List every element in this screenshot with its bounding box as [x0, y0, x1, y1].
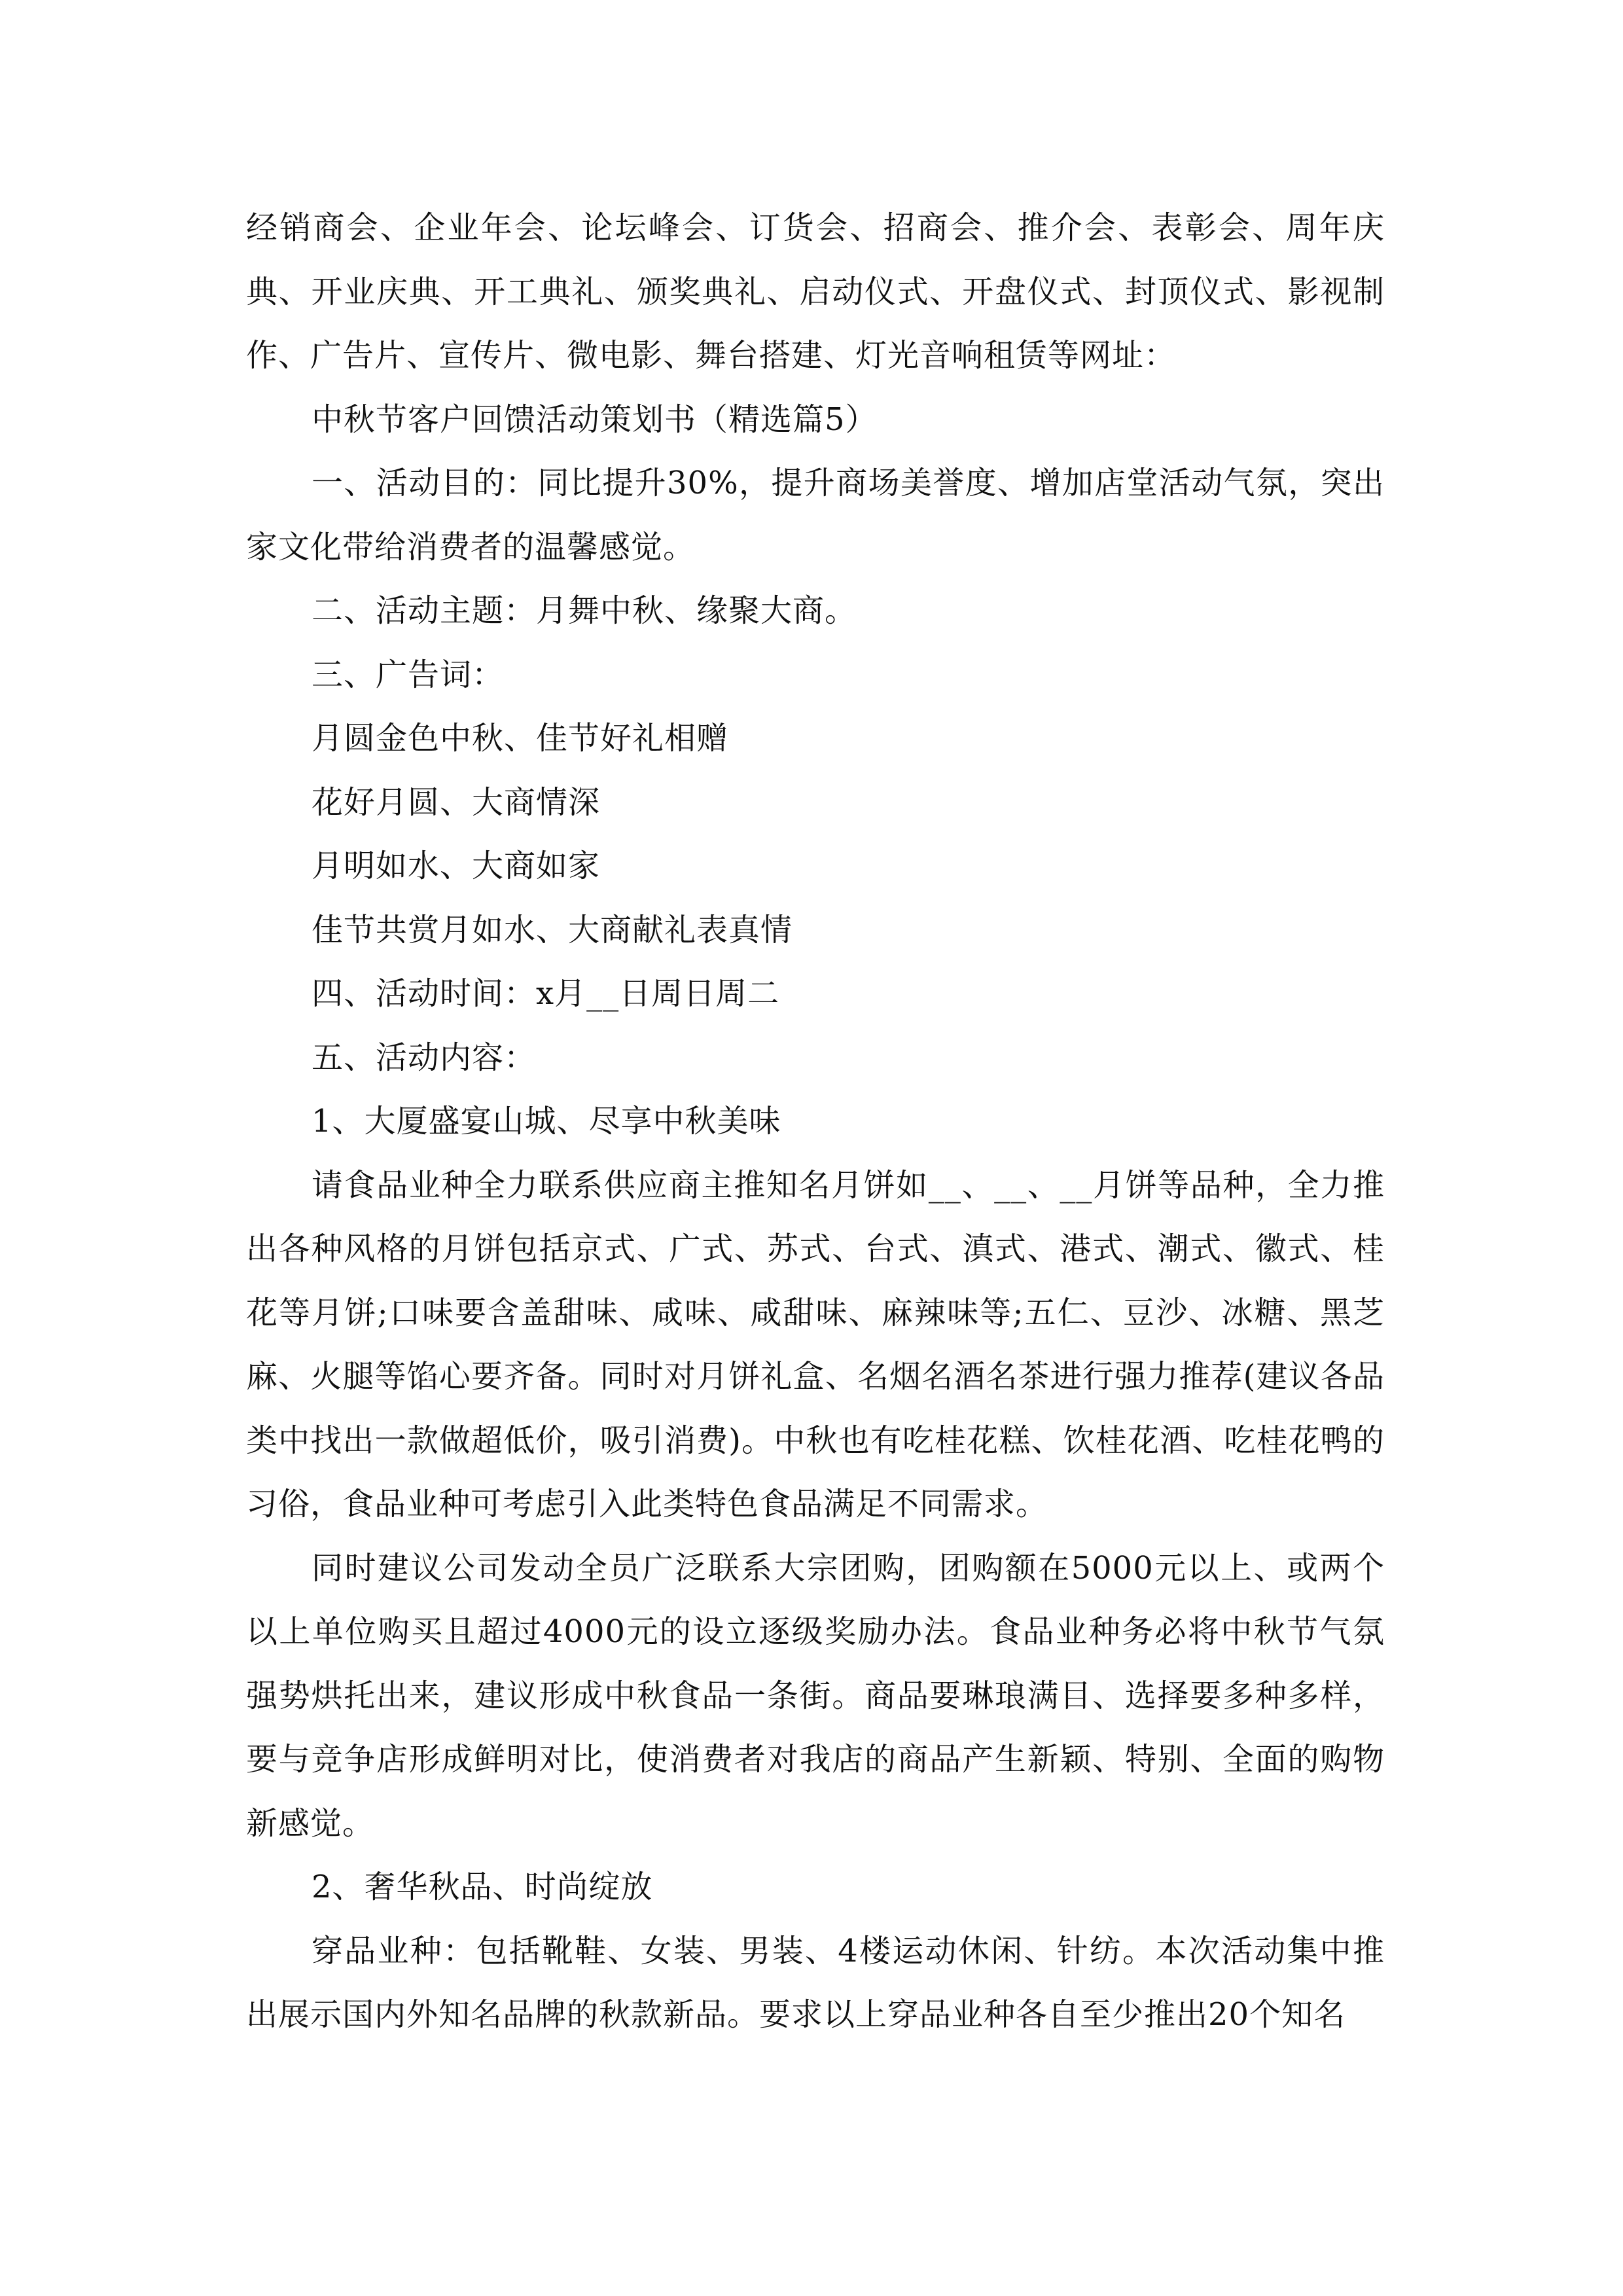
document-body — [246, 196, 1385, 2047]
paragraph-services: 经销商会、企业年会、论坛峰会、订货会、招商会、推介会、表彰会、周年庆典、开业庆典、开工典礼、颁奖典礼、启动仪式、开盘仪式、封顶仪式、影视制作、广告片、宣传片、微电影、舞台搭建、灯光音响租赁等网址： — [246, 209, 1385, 374]
paragraph-time: 四、活动时间：x月__日周日周二 — [312, 975, 780, 1012]
paragraph-slogans-title: 三、广告词： — [312, 656, 505, 693]
paragraph-food: 请食品业种全力联系供应商主推知名月饼如__、__、__月饼等品种，全力推出各种风格的月饼包括京式、广式、苏式、台式、滇式、港式、潮式、徽式、桂花等月饼;口味要含盖甜味、咸味、咸甜味、麻辣味等;五仁、豆沙、冰糖、黑芝麻、火腿等馅心要齐备。同时对月饼礼盒、名烟名酒名茶进行强力推荐(建议各品类中找出一款做超低价，吸引消费)。中秋也有吃桂花糕、饮桂花酒、吃桂花鸭的习俗，食品业种可考虑引入此类特色食品满足不同需求。 — [246, 1166, 1385, 1522]
slogan-line: 月明如水、大商如家 — [312, 848, 601, 884]
subsection-heading: 1、大厦盛宴山城、尽享中秋美味 — [312, 1103, 781, 1139]
paragraph-group-buy: 同时建议公司发动全员广泛联系大宗团购，团购额在5000元以上、或两个以上单位购买且超过4000元的设立逐级奖励办法。食品业种务必将中秋节气氛强势烘托出来，建议形成中秋食品一条街。商品要琳琅满目、选择要多种多样，要与竞争店形成鲜明对比，使消费者对我店的商品产生新颖、特别、全面的购物新感觉。 — [246, 1549, 1385, 1842]
slogan-line: 佳节共赏月如水、大商献礼表真情 — [312, 911, 793, 948]
slogan-line: 花好月圆、大商情深 — [312, 783, 601, 821]
slogan-line: 月圆金色中秋、佳节好礼相赠 — [312, 720, 729, 757]
paragraph-purpose: 一、活动目的：同比提升30%，提升商场美誉度、增加店堂活动气氛，突出家文化带给消费者的温馨感觉。 — [246, 465, 1385, 565]
paragraph-content-title: 五、活动内容： — [312, 1039, 537, 1076]
paragraph-apparel: 穿品业种：包括靴鞋、女装、男装、4楼运动休闲、针纺。本次活动集中推出展示国内外知名品牌的秋款新品。要求以上穿品业种各自至少推出20个知名 — [246, 1932, 1385, 2033]
section-heading: 中秋节客户回馈活动策划书（精选篇5） — [312, 401, 878, 438]
paragraph-theme: 二、活动主题：月舞中秋、缘聚大商。 — [312, 592, 857, 629]
subsection-heading: 2、奢华秋品、时尚绽放 — [312, 1869, 653, 1905]
